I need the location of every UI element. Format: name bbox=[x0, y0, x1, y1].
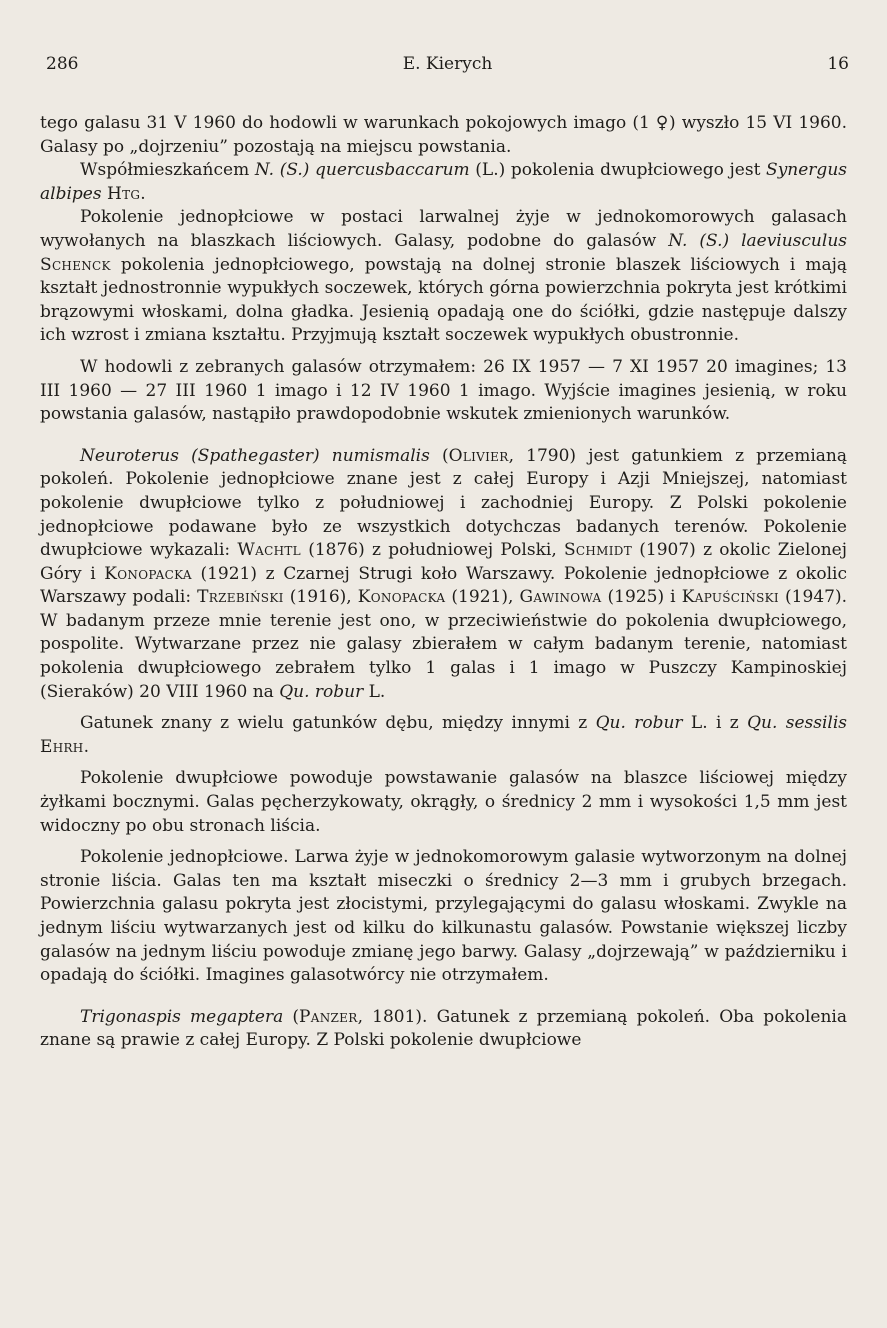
species-name: Trigonaspis megaptera bbox=[80, 1006, 284, 1027]
paragraph-6: Gatunek znany z wielu gatunków dębu, między innymi z Qu. robur L. i z Qu. sessilis Ehrh. bbox=[40, 713, 848, 757]
author-name: Trzebiński bbox=[197, 587, 284, 608]
author-name: Htg. bbox=[106, 183, 146, 204]
page-number: 286 bbox=[46, 54, 79, 74]
species-name: Neuroterus (Spathegaster) numismalis bbox=[80, 445, 430, 466]
author-name: Kapuściński bbox=[681, 587, 779, 608]
author-name: Konopacka bbox=[357, 587, 446, 608]
paragraph-8: Pokolenie jednopłciowe. Larwa żyje w jednokomorowym galasie wytworzonym na dolnej stronie liścia. Galas ten ma kształt miseczki o średnicy 2—3 mm i grubych brzegach. Powierzchnia galasu pokryta jest złocistymi, przylegającymi do galasu włoskami. Zwykle na jednym liściu wytwarzanych jest od kilku do kilkunastu galasów. Powstanie większej liczby galasów na jednym liściu powoduje zmianę jego barwy. Galasy „dojrzewają” w październiku i opadają do ściółki. Imagines galasotwórcy nie otrzymałem. bbox=[40, 847, 847, 986]
paragraph-4: W hodowli z zebranych galasów otrzymałem: 26 IX 1957 — 7 XI 1957 20 imagines; 13 III 1960 — 27 III 1960 1 imago i 12 IV 1960 1 imago. Wyjście imagines jesienią, w roku powstania galasów, nastąpiło prawdopodobnie wskutek zmienionych warunków. bbox=[40, 356, 847, 425]
body-text bbox=[40, 112, 847, 1053]
author-name: Schenck bbox=[40, 254, 111, 275]
author-name: Gawinowa bbox=[519, 587, 602, 608]
species-name: N. (S.) laeviusculus bbox=[668, 230, 847, 251]
paragraph-2: Współmieszkańcem N. (S.) quercusbaccarum (L.) pokolenia dwupłciowego jest Synergus albipes Htg. bbox=[40, 160, 847, 204]
species-name: N. (S.) quercusbaccarum bbox=[254, 160, 470, 181]
running-title: E. Kierych bbox=[402, 54, 493, 74]
species-name: Qu. sessilis bbox=[747, 713, 848, 734]
paragraph-1: tego galasu 31 V 1960 do hodowli w warunkach pokojowych imago (1 ♀) wyszło 15 VI 1960. Galasy po „dojrzeniu” pozostają na miejscu powstania. bbox=[40, 113, 847, 157]
author-name: Schmidt bbox=[563, 540, 633, 561]
paragraph-7: Pokolenie dwupłciowe powoduje powstawanie galasów na blaszce liściowej między żyłkami bocznymi. Galas pęcherzykowaty, okrągły, o średnicy 2 mm i wysokości 1,5 mm jest widoczny po obu stronach liścia. bbox=[40, 768, 847, 836]
species-name: Synergus albipes bbox=[40, 160, 847, 204]
author-name: Panzer bbox=[299, 1006, 358, 1027]
author-name: Konopacka bbox=[104, 563, 192, 584]
paragraph-3: Pokolenie jednopłciowe w postaci larwalnej żyje w jednokomorowych galasach wywołanych na blaszkach liściowych. Galasy, podobne do galasów N. (S.) laeviusculus Schenck pokolenia jednopłciowego, powstają na dolnej stronie blaszek liściowych i mają kształt jednostronnie wypukłych soczewek, których górna powierzchnia pokryta jest krótkimi brązowymi włoskami, dolna gładka. Jesienią opadają one do ściółki, gdzie następuje dalszy ich wzrost i zmiana kształtu. Przyjmują kształt soczewek wypukłych obustronnie. bbox=[40, 207, 847, 346]
species-name: Qu. robur bbox=[595, 713, 683, 734]
page-header bbox=[46, 50, 849, 80]
species-name: Qu. robur bbox=[279, 681, 364, 702]
sheet-number: 16 bbox=[827, 54, 849, 74]
author-name: Wachtl bbox=[237, 540, 301, 561]
paragraph-9: Trigonaspis megaptera (Panzer, 1801). Gatunek z przemianą pokoleń. Oba pokolenia znane są prawie z całej Europy. Z Polski pokolenie dwupłciowe bbox=[40, 1006, 847, 1051]
author-name: Olivier bbox=[448, 445, 509, 466]
author-name: Ehrh. bbox=[40, 736, 90, 757]
paragraph-5: Neuroterus (Spathegaster) numismalis (Olivier, 1790) jest gatunkiem z przemianą pokoleń. Pokolenie jednopłciowe znane jest z całej Europy i Azji Mniejszej, natomiast pokolenie dwupłciowe tylko z południowej i zachodniej Europy. Z Polski pokolenie jednopłciowe podawane było ze wszystkich dotychczas badanych terenów. Pokolenie dwupłciowe wykazali: Wachtl (1876) z południowej Polski, Schmidt (1907) z okolic Zielonej Góry i Konopacka (1921) z Czarnej Strugi koło Warszawy. Pokolenie jednopłciowe z okolic Warszawy podali: Trzebiński (1916), Konopacka (1921), Gawinowa (1925) i Kapuściński (1947). W badanym przeze mnie terenie jest ono, w przeciwieństwie do pokolenia dwupłciowego, pospolite. Wytwarzane przez nie galasy zbierałem w całym badanym terenie, natomiast pokolenia dwupłciowego zebrałem tylko 1 galas i 1 imago w Puszczy Kampinoskiej (Sieraków) 20 VIII 1960 na Qu. robur L. bbox=[40, 445, 847, 702]
